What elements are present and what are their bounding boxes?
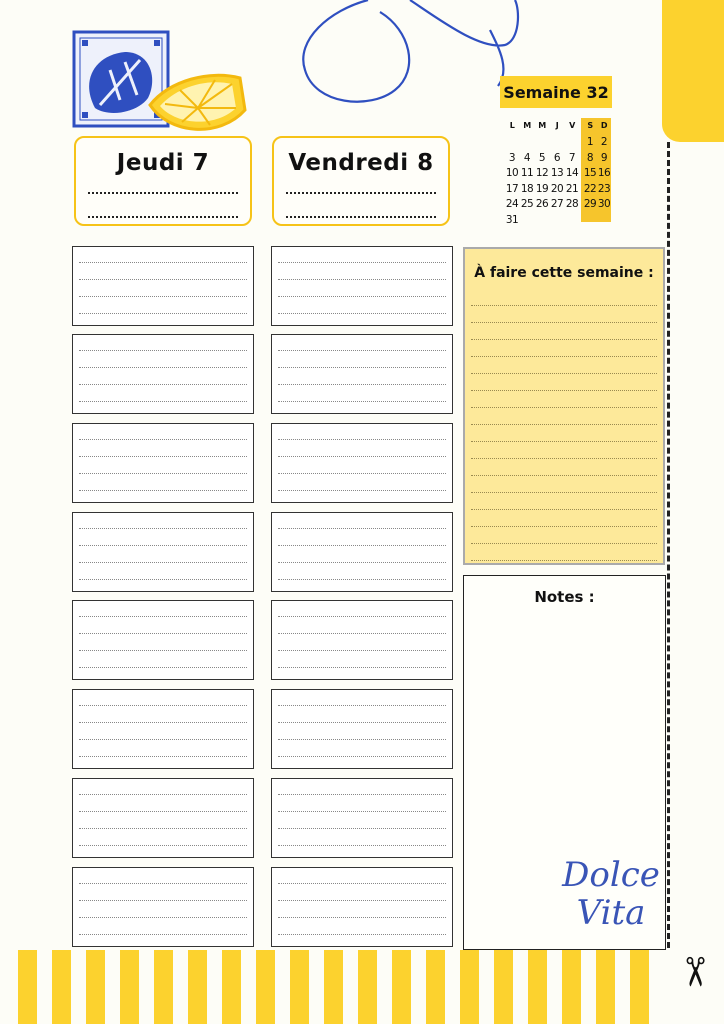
slot-line <box>79 828 247 829</box>
time-slot-box <box>271 512 453 592</box>
slot-line <box>79 490 247 491</box>
calendar-day: 23 <box>597 182 611 195</box>
slot-line <box>278 528 446 529</box>
time-slot-box <box>72 867 254 947</box>
todo-title: À faire cette semaine : <box>474 265 654 281</box>
slot-line <box>79 401 247 402</box>
calendar-day: 3 <box>508 151 516 164</box>
slot-line <box>278 705 446 706</box>
time-slot-box <box>271 778 453 858</box>
calendar-day: 16 <box>597 167 611 179</box>
signature-line-1: Dolce <box>562 855 660 895</box>
calendar-day: 27 <box>550 198 564 210</box>
calendar-day: 21 <box>565 182 579 195</box>
slot-line <box>79 439 247 440</box>
slot-line <box>278 811 446 812</box>
slot-line <box>79 456 247 457</box>
corner-tab <box>662 0 724 142</box>
slot-line <box>79 616 247 617</box>
calendar-day: 13 <box>550 167 564 179</box>
slot-line <box>278 456 446 457</box>
slot-line <box>79 473 247 474</box>
calendar-weekday: D <box>600 121 608 130</box>
calendar-day: 17 <box>505 182 519 195</box>
time-slot-box <box>271 867 453 947</box>
slot-line <box>79 667 247 668</box>
todo-line <box>471 373 657 374</box>
todo-line <box>471 441 657 442</box>
slot-line <box>278 900 446 901</box>
slot-line <box>79 794 247 795</box>
todo-line <box>471 458 657 459</box>
calendar-day: 2 <box>600 136 608 148</box>
calendar-day: 30 <box>597 198 611 210</box>
todo-line <box>471 356 657 357</box>
slot-line <box>278 828 446 829</box>
signature-line-2: Vita <box>576 893 646 933</box>
slot-line <box>278 917 446 918</box>
todo-line <box>471 560 657 561</box>
slot-line <box>79 722 247 723</box>
day-title: Vendredi 8 <box>288 150 434 176</box>
calendar-day: 15 <box>583 167 597 179</box>
time-slot-box <box>271 246 453 326</box>
todo-line <box>471 475 657 476</box>
time-slot-box <box>271 689 453 769</box>
cut-line <box>667 142 670 948</box>
week-badge: Semaine 32 <box>500 76 612 108</box>
slot-line <box>79 528 247 529</box>
todo-line <box>471 305 657 306</box>
day-title: Jeudi 7 <box>116 150 210 176</box>
slot-line <box>79 350 247 351</box>
time-slot-box <box>72 512 254 592</box>
calendar-day: 19 <box>535 182 549 195</box>
slot-line <box>79 579 247 580</box>
header-line <box>286 216 436 218</box>
slot-line <box>278 616 446 617</box>
slot-line <box>278 667 446 668</box>
calendar-day: 12 <box>535 167 549 179</box>
calendar-day: 7 <box>568 151 576 164</box>
slot-line <box>79 845 247 846</box>
todo-line <box>471 424 657 425</box>
slot-line <box>79 279 247 280</box>
calendar-weekday: L <box>509 121 515 130</box>
slot-line <box>79 917 247 918</box>
slot-line <box>278 439 446 440</box>
slot-line <box>79 633 247 634</box>
blue-scribble <box>303 0 518 102</box>
slot-line <box>278 845 446 846</box>
slot-line <box>79 900 247 901</box>
slot-line <box>79 811 247 812</box>
slot-line <box>79 313 247 314</box>
todo-line <box>471 322 657 323</box>
slot-line <box>278 473 446 474</box>
calendar-weekday: M <box>538 121 546 130</box>
slot-line <box>278 579 446 580</box>
calendar-weekday: J <box>555 121 559 130</box>
todo-line <box>471 339 657 340</box>
slot-line <box>79 705 247 706</box>
slot-line <box>278 722 446 723</box>
calendar-day: 4 <box>523 151 531 164</box>
slot-line <box>278 350 446 351</box>
todo-line <box>471 526 657 527</box>
scissors-icon: ✂ <box>670 955 717 989</box>
todo-line <box>471 543 657 544</box>
day-header-thursday <box>74 136 252 226</box>
day-header-friday <box>272 136 450 226</box>
slot-line <box>278 296 446 297</box>
calendar-day: 20 <box>550 182 564 195</box>
calendar-weekday: M <box>523 121 531 130</box>
slot-line <box>278 384 446 385</box>
slot-line <box>278 401 446 402</box>
slot-line <box>79 934 247 935</box>
time-slot-box <box>72 689 254 769</box>
slot-line <box>79 562 247 563</box>
slot-line <box>278 490 446 491</box>
calendar-day: 11 <box>520 167 534 179</box>
slot-line <box>278 313 446 314</box>
calendar-day: 8 <box>586 151 594 164</box>
todo-line <box>471 407 657 408</box>
slot-line <box>278 262 446 263</box>
time-slot-box <box>72 423 254 503</box>
slot-line <box>79 739 247 740</box>
slot-line <box>278 633 446 634</box>
time-slot-box <box>72 246 254 326</box>
calendar-day: 25 <box>520 198 534 210</box>
time-slot-box <box>271 423 453 503</box>
calendar-day: 5 <box>538 151 546 164</box>
header-line <box>88 216 238 218</box>
slot-line <box>79 650 247 651</box>
todo-line <box>471 492 657 493</box>
header-line <box>286 192 436 194</box>
calendar-day: 31 <box>505 213 519 226</box>
calendar-day: 14 <box>565 167 579 179</box>
slot-line <box>278 279 446 280</box>
slot-line <box>79 296 247 297</box>
calendar-day: 24 <box>505 198 519 210</box>
slot-line <box>79 545 247 546</box>
calendar-weekday: V <box>569 121 575 130</box>
calendar-day: 10 <box>505 167 519 179</box>
calendar-day: 9 <box>600 151 608 164</box>
time-slot-box <box>72 778 254 858</box>
dolce-vita-signature <box>556 856 666 932</box>
time-slot-box <box>271 334 453 414</box>
slot-line <box>79 883 247 884</box>
calendar-day: 29 <box>583 198 597 210</box>
time-slot-box <box>271 600 453 680</box>
slot-line <box>278 367 446 368</box>
slot-line <box>79 262 247 263</box>
header-line <box>88 192 238 194</box>
todo-panel <box>463 247 665 565</box>
slot-line <box>278 650 446 651</box>
slot-line <box>278 883 446 884</box>
slot-line <box>79 756 247 757</box>
notes-title: Notes : <box>534 588 595 606</box>
slot-line <box>79 367 247 368</box>
calendar-day: 1 <box>586 136 594 148</box>
calendar-day: 22 <box>583 182 597 195</box>
todo-line <box>471 509 657 510</box>
slot-line <box>79 384 247 385</box>
calendar-weekday: S <box>587 121 593 130</box>
slot-line <box>278 545 446 546</box>
calendar-day: 6 <box>553 151 561 164</box>
time-slot-box <box>72 600 254 680</box>
todo-line <box>471 390 657 391</box>
calendar-day: 18 <box>520 182 534 195</box>
slot-line <box>278 934 446 935</box>
calendar-day: 26 <box>535 198 549 210</box>
slot-line <box>278 756 446 757</box>
calendar-day: 28 <box>565 198 579 210</box>
slot-line <box>278 794 446 795</box>
time-slot-box <box>72 334 254 414</box>
striped-footer <box>18 950 660 1024</box>
slot-line <box>278 562 446 563</box>
slot-line <box>278 739 446 740</box>
